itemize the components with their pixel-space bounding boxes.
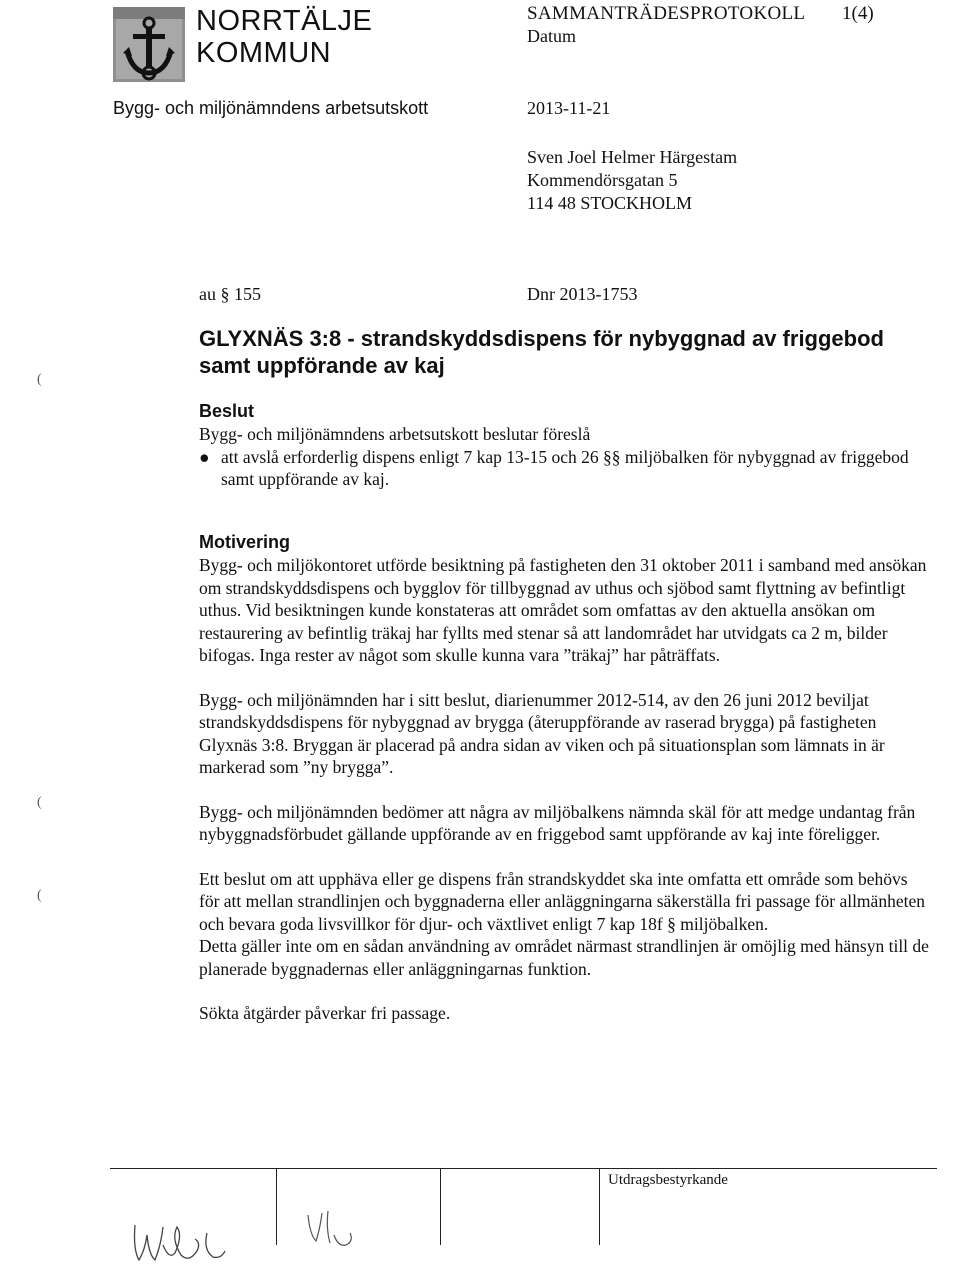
signature-initials: [300, 1205, 380, 1260]
municipality-name: NORRTÄLJE: [196, 5, 373, 37]
margin-mark: (: [37, 795, 42, 810]
document-title: GLYXNÄS 3:8 - strandskyddsdispens för nybyggnad av friggebod samt uppförande av kaj: [199, 326, 884, 378]
beslut-section: [199, 399, 929, 491]
paragraph: Ett beslut om att upphäva eller ge dispens från strandskyddet ska inte omfatta ett område som behövs för att mellan strandlinjen och byggnaderna eller anläggningarna säkerställa fri passage för allmänheten och bevara goda livsvillkor för djur- och växtlivet enligt 7 kap 18f § miljöbalken.: [199, 868, 925, 934]
paragraph: Sökta åtgärder påverkar fri passage.: [199, 1003, 451, 1023]
address-line: 114 48 STOCKHOLM: [527, 193, 693, 213]
case-reference: au § 155: [199, 284, 261, 304]
page-number: 1(4): [842, 3, 874, 24]
motivering-heading: Motivering: [199, 532, 291, 552]
list-item: [199, 446, 929, 491]
signature-initials: [125, 1205, 265, 1270]
paragraph: Bygg- och miljönämnden har i sitt beslut, diarienummer 2012-514, av den 26 juni 2012 beviljat strandskyddsdispens för nybyggnad av brygga (återuppförande av raserad brygga) på fastigheten Glyxnäs 3:8. Bryggan är placerad på andra sidan av viken och på situationsplan som lämnats in är markerad som ”ny brygga”.: [199, 689, 885, 777]
certification-label: Utdragsbestyrkande: [608, 1172, 728, 1188]
date-value: 2013-11-21: [527, 98, 611, 118]
paragraph: Bygg- och miljökontoret utförde besiktning på fastigheten den 31 oktober 2011 i samband med ansökan om strandskyddsdispens och bygglov för tillbyggnad av uthus och sjöbod samt flyttning av befintligt uthus. Vid besiktningen kunde konstateras att området som omfattas av den aktuella ansökan om restaurering av befintlig träkaj har fyllts med stenar så att landområdet har utvidgats ca 2 m, bilder bifogas. Inga rester av något som skulle kunna vara ”träkaj” har påträffats.: [199, 555, 927, 665]
beslut-heading: Beslut: [199, 401, 255, 421]
paragraph: Detta gäller inte om en sådan användning av området närmast strandlinjen är omöjlig med hänsyn till de planerade byggnadernas eller anläggningarnas funktion.: [199, 936, 929, 979]
footer-divider: [110, 1168, 937, 1169]
paragraph: Bygg- och miljönämnden bedömer att några av miljöbalkens nämnda skäl för att medge undantag från nybyggnadsförbudet gällande uppförande av en friggebod samt uppförande av kaj inte föreligger.: [199, 801, 916, 844]
bullet-icon: ●: [199, 446, 210, 467]
motivering-section: [199, 530, 929, 1025]
address-line: Sven Joel Helmer Härgestam: [527, 147, 738, 167]
beslut-list: [199, 446, 929, 491]
municipality-type: KOMMUN: [196, 37, 332, 69]
margin-mark: (: [37, 372, 42, 387]
anchor-emblem-icon: [113, 7, 185, 82]
address-line: Kommendörsgatan 5: [527, 170, 678, 190]
recipient-address: [527, 146, 737, 215]
diary-number: Dnr 2013-1753: [527, 284, 638, 304]
document-type: SAMMANTRÄDESPROTOKOLL: [527, 3, 806, 24]
signature-box-divider: [276, 1168, 277, 1245]
date-label: Datum: [527, 26, 576, 46]
beslut-intro: Bygg- och miljönämndens arbetsutskott beslutar föreslå: [199, 424, 591, 444]
signature-box-divider: [599, 1168, 600, 1245]
margin-mark: (: [37, 888, 42, 903]
signature-box-divider: [440, 1168, 441, 1245]
organization-name: Bygg- och miljönämndens arbetsutskott: [113, 98, 429, 118]
beslut-item-text: att avslå erforderlig dispens enligt 7 kap 13-15 och 26 §§ miljöbalken för nybyggnad av friggebod samt uppförande av kaj.: [221, 446, 909, 489]
municipality-logo: [113, 7, 185, 82]
